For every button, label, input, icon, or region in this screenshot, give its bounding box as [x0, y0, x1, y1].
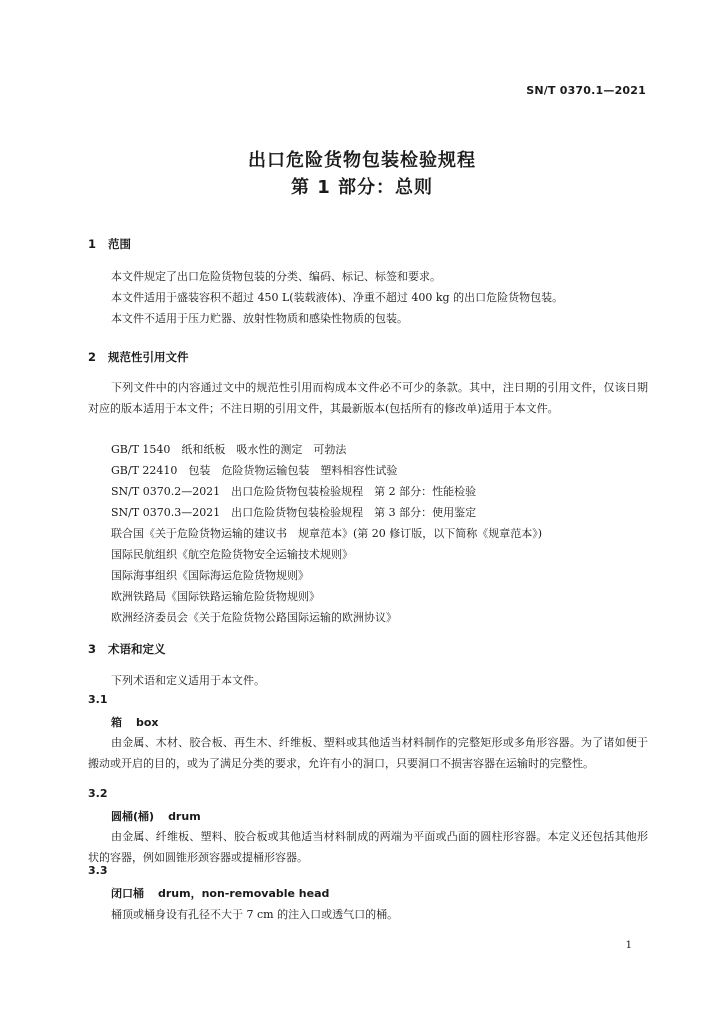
term-definition: 由金属、木材、胶合板、再生木、纤维板、塑料或其他适当材料制作的完整矩形或多角形容器。为了诸如便于搬动或开启的目的，或为了满足分类的要求，允许有小的洞口，只要洞口不损害容器在运输时的完整性。 [88, 736, 648, 770]
term-number: 3.3 [88, 864, 108, 877]
term-zh: 闭口桶 [111, 887, 144, 900]
references-intro: 下列文件中的内容通过文中的规范性引用而构成本文件必不可少的条款。其中，注日期的引用文件，仅该日期对应的版本适用于本文件；不注日期的引用文件，其最新版本(包括所有的修改单)适用于本文件。 [88, 381, 648, 415]
term-heading [111, 885, 329, 901]
scope-paragraph: 本文件规定了出口危险货物包装的分类、编码、标记、标签和要求。 [111, 270, 441, 283]
document-title: 出口危险货物包装检验规程 [248, 150, 476, 171]
section-3-heading [88, 641, 166, 657]
section-number: 3 [88, 642, 97, 656]
section-title: 范围 [108, 237, 131, 251]
term-definition: 桶顶或桶身设有孔径不大于 7 cm 的注入口或透气口的桶。 [111, 908, 399, 921]
reference-item: 欧洲经济委员会《关于危险货物公路国际运输的欧洲协议》 [111, 611, 397, 624]
section-title: 术语和定义 [108, 642, 166, 656]
reference-item: 国际民航组织《航空危险货物安全运输技术规则》 [111, 548, 353, 561]
reference-item: SN/T 0370.2—2021 出口危险货物包装检验规程 第 2 部分：性能检验 [111, 485, 477, 498]
section-1-heading [88, 236, 131, 252]
scope-paragraph: 本文件不适用于压力贮器、放射性物质和感染性物质的包装。 [111, 312, 408, 325]
reference-item: 欧洲铁路局《国际铁路运输危险货物规则》 [111, 590, 320, 603]
term-heading [111, 714, 159, 730]
term-en: drum [168, 810, 201, 823]
section-number: 2 [88, 350, 97, 364]
standard-number: SN/T 0370.1—2021 [526, 84, 646, 97]
page-number: 1 [625, 940, 632, 951]
section-2-heading [88, 349, 189, 365]
scope-paragraph: 本文件适用于盛装容积不超过 450 L(装载液体)、净重不超过 400 kg 的出口危险货物包装。 [111, 291, 564, 304]
reference-item: SN/T 0370.3—2021 出口危险货物包装检验规程 第 3 部分：使用鉴定 [111, 506, 477, 519]
reference-item: 国际海事组织《国际海运危险货物规则》 [111, 569, 309, 582]
term-heading [111, 808, 201, 824]
reference-item: 联合国《关于危险货物运输的建议书 规章范本》(第 20 修订版，以下简称《规章范本》) [111, 527, 543, 540]
term-en: drum，non-removable head [158, 887, 330, 900]
reference-item: GB/T 1540 纸和纸板 吸水性的测定 可勃法 [111, 443, 347, 456]
term-number: 3.1 [88, 693, 108, 706]
term-en: box [136, 716, 159, 729]
term-definition: 由金属、纤维板、塑料、胶合板或其他适当材料制成的两端为平面或凸面的圆柱形容器。本定义还包括其他形状的容器，例如圆锥形颈容器或提桶形容器。 [88, 830, 648, 864]
term-zh: 箱 [111, 716, 122, 729]
terms-intro: 下列术语和定义适用于本文件。 [111, 674, 265, 687]
term-zh: 圆桶(桶) [111, 810, 155, 823]
reference-item: GB/T 22410 包装 危险货物运输包装 塑料相容性试验 [111, 464, 398, 477]
section-number: 1 [88, 237, 97, 251]
section-title: 规范性引用文件 [108, 350, 189, 364]
document-subtitle: 第 1 部分：总则 [290, 177, 434, 198]
term-number: 3.2 [88, 787, 108, 800]
